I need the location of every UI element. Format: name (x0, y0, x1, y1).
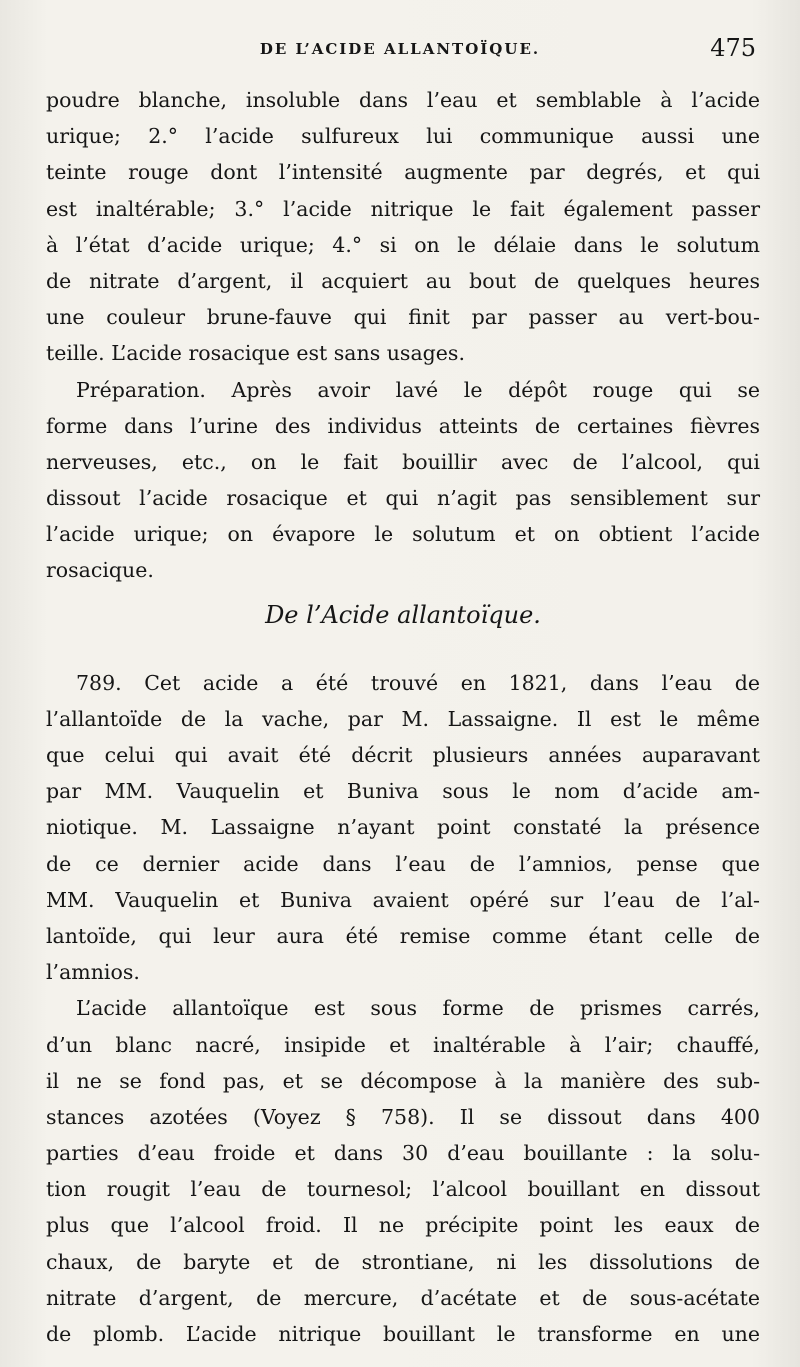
text-line: chaux, de baryte et de strontiane, ni les dissolutions de (46, 1249, 760, 1274)
text-line: de nitrate d’argent, il acquiert au bout de quelques heures (46, 268, 760, 293)
text-line: teinte rouge dont l’intensité augmente par degrés, et qui (46, 160, 760, 185)
text-line: est inaltérable; 3.° l’acide nitrique le fait également passer (46, 196, 760, 221)
text-line: d’un blanc nacré, insipide et inaltérable à l’air; chauffé, (46, 1032, 760, 1057)
text-line: de plomb. L’acide nitrique bouillant le transforme en une (46, 1322, 760, 1346)
text-line: que celui qui avait été décrit plusieurs années auparavant (46, 743, 760, 767)
page-number: 475 (710, 34, 756, 62)
text-line: lantoïde, qui leur aura été remise comme étant celle de (46, 923, 760, 948)
text-line: rosacique. (46, 558, 154, 583)
text-line: de ce dernier acide dans l’eau de l’amnios, pense que (46, 851, 760, 876)
text-line: l’allantoïde de la vache, par M. Lassaigne. Il est le même (46, 706, 760, 731)
text-line: à l’état d’acide urique; 4.° si on le délaie dans le solutum (46, 232, 760, 257)
page-header (0, 36, 800, 76)
heading-spacer (46, 645, 760, 665)
text-line: nerveuses, etc., on le fait bouillir avec de l’alcool, qui (46, 449, 760, 474)
text-line: Préparation. Après avoir lavé le dépôt rouge qui se (76, 377, 760, 402)
text-line: urique; 2.° l’acide sulfureux lui communique aussi une (46, 124, 760, 149)
text-line: niotique. M. Lassaigne n’ayant point constaté la présence (46, 815, 760, 840)
text-line: L’acide allantoïque est sous forme de prismes carrés, (76, 996, 760, 1021)
text-line: l’acide urique; on évapore le solutum et on obtient l’acide (46, 522, 760, 547)
section-heading: De l’Acide allantoïque. (265, 600, 541, 629)
text-line: plus que l’alcool froid. Il ne précipite point les eaux de (46, 1213, 760, 1238)
text-line: poudre blanche, insoluble dans l’eau et semblable à l’acide (46, 88, 760, 112)
text-line: il ne se fond pas, et se décompose à la manière des sub- (46, 1068, 760, 1093)
text-line: dissout l’acide rosacique et qui n’agit pas sensiblement sur (46, 486, 760, 511)
text-line: tion rougit l’eau de tournesol; l’alcool bouillant en dissout (46, 1177, 760, 1202)
text-line: teille. L’acide rosacique est sans usages. (46, 341, 465, 366)
text-line: MM. Vauquelin et Buniva avaient opéré sur l’eau de l’al- (46, 887, 760, 912)
body-text (46, 82, 760, 1352)
text-line: forme dans l’urine des individus atteints de certaines fièvres (46, 413, 760, 438)
text-line: 789. Cet acide a été trouvé en 1821, dans l’eau de (76, 670, 760, 695)
text-line: stances azotées (Voyez § 758). Il se dissout dans 400 (46, 1104, 760, 1129)
text-line: nitrate d’argent, de mercure, d’acétate et de sous-acétate (46, 1285, 760, 1310)
text-line: l’amnios. (46, 960, 140, 985)
text-line: par MM. Vauquelin et Buniva sous le nom d’acide am- (46, 779, 760, 804)
text-line: parties d’eau froide et dans 30 d’eau bouillante : la solu- (46, 1141, 760, 1166)
text-line: une couleur brune-fauve qui finit par passer au vert-bou- (46, 305, 760, 330)
running-title: DE L’ACIDE ALLANTOÏQUE. (259, 40, 541, 58)
